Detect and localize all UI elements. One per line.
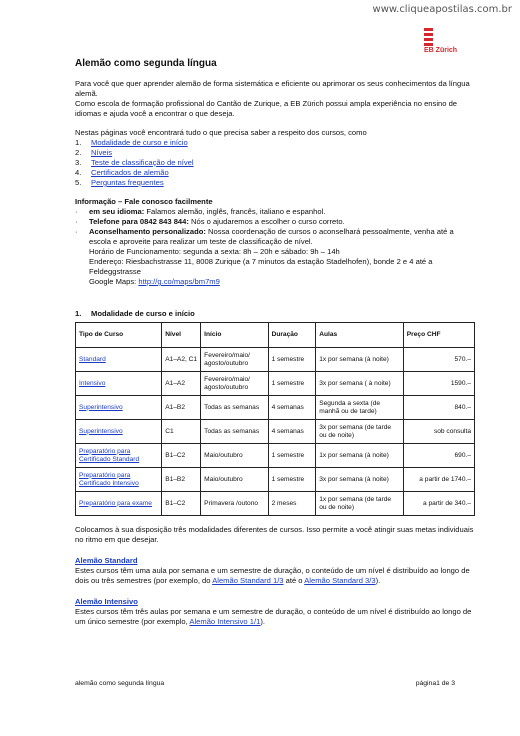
standard-text-b: até o bbox=[283, 576, 305, 585]
intro-paragraph-3: Nestas páginas você encontrará tudo o que precisa saber a respeito dos cursos, como bbox=[75, 128, 367, 137]
cell-preco: 690.– bbox=[403, 444, 474, 468]
toc-number: 4. bbox=[75, 168, 82, 177]
toc-item bbox=[75, 168, 475, 178]
course-type-link[interactable]: Standard bbox=[79, 355, 106, 363]
cell-preco: a partir de 1740.– bbox=[403, 468, 474, 492]
toc-number: 3. bbox=[75, 158, 82, 167]
cell-tipo bbox=[76, 444, 162, 468]
cell-aulas: 3x por semana ( à noite) bbox=[316, 372, 404, 396]
toc-number: 2. bbox=[75, 148, 82, 157]
cell-duracao: 4 semanas bbox=[268, 396, 316, 420]
logo-text: EB Zürich bbox=[424, 47, 458, 54]
cell-nivel: B1–C2 bbox=[162, 492, 201, 516]
intensivo-1-1-link[interactable]: Alemão Intensivo 1/1 bbox=[189, 617, 261, 626]
cell-preco: a partir de 340.– bbox=[403, 492, 474, 516]
address: Endereço: Riesbachstrasse 11, 8008 Zurique (a 7 minutos da estação Stadelhofen), bonde 2 e 4 até a Feldeggstrasse bbox=[89, 257, 433, 276]
cell-tipo bbox=[76, 396, 162, 420]
table-row bbox=[76, 396, 475, 420]
page-footer bbox=[75, 680, 455, 687]
cell-duracao: 1 semestre bbox=[268, 444, 316, 468]
standard-heading-link[interactable]: Alemão Standard bbox=[75, 556, 138, 565]
toc-item bbox=[75, 138, 475, 148]
toc-number: 1. bbox=[75, 138, 82, 147]
section-1-number: 1. bbox=[75, 309, 82, 318]
toc-link[interactable]: Modalidade de curso e início bbox=[91, 138, 188, 147]
opening-hours: Horário de Funcionamento: segunda a sexta: 8h – 20h e sábado: 9h – 14h bbox=[89, 247, 340, 256]
document-page bbox=[75, 58, 475, 627]
course-type-link[interactable]: Preparatório para Certificado Standard bbox=[79, 447, 140, 463]
cell-inicio: Todas as semanas bbox=[201, 396, 268, 420]
table-of-contents bbox=[75, 138, 475, 188]
google-maps-link[interactable]: http://g.co/maps/bm7m9 bbox=[138, 277, 220, 286]
cell-inicio: Maio/outubro bbox=[201, 444, 268, 468]
intro-paragraph-1: Para você que quer aprender alemão de forma sistemática e eficiente ou aprimorar os seus conhecimentos da língua alemã. bbox=[75, 79, 470, 98]
standard-3-3-link[interactable]: Alemão Standard 3/3 bbox=[304, 576, 376, 585]
info-heading: Informação – Fale conosco facilmente bbox=[75, 197, 213, 206]
toc-link[interactable]: Níveis bbox=[91, 148, 113, 157]
footer-left: alemão como segunda língua bbox=[75, 680, 165, 687]
cell-duracao: 1 semestre bbox=[268, 468, 316, 492]
cell-aulas: 1x por semana (à noite) bbox=[316, 348, 404, 372]
info-item bbox=[75, 217, 475, 227]
cell-duracao: 1 semestre bbox=[268, 372, 316, 396]
cell-inicio: Primavera /outono bbox=[201, 492, 268, 516]
info-item bbox=[75, 227, 475, 247]
modalities-paragraph: Colocamos à sua disposição três modalidades diferentes de cursos. Isso permite a você atingir suas metas individuais no ritmo em que desejar. bbox=[75, 525, 474, 544]
cell-tipo bbox=[76, 348, 162, 372]
info-item bbox=[75, 207, 475, 217]
page-title: Alemão como segunda língua bbox=[75, 58, 217, 69]
cell-inicio: Todas as semanas bbox=[201, 420, 268, 444]
toc-link[interactable]: Perguntas frequentes bbox=[91, 178, 164, 187]
table-row bbox=[76, 444, 475, 468]
cell-preco: 570.– bbox=[403, 348, 474, 372]
section-1-title: Modalidade de curso e início bbox=[91, 309, 195, 318]
column-header: Tipo de Curso bbox=[76, 323, 162, 348]
table-row bbox=[76, 492, 475, 516]
cell-nivel: B1–B2 bbox=[162, 468, 201, 492]
cell-nivel: A1–B2 bbox=[162, 396, 201, 420]
column-header: Aulas bbox=[316, 323, 404, 348]
info-item-label: Aconselhamento personalizado: bbox=[89, 227, 206, 236]
cell-duracao: 4 semanas bbox=[268, 420, 316, 444]
watermark: www.cliqueapostilas.com.br bbox=[372, 4, 512, 15]
intensivo-heading-link[interactable]: Alemão Intensivo bbox=[75, 597, 138, 606]
cell-aulas: Segunda a sexta (de manhã ou de tarde) bbox=[316, 396, 404, 420]
cell-tipo bbox=[76, 492, 162, 516]
cell-aulas: 3x por semana (à noite) bbox=[316, 468, 404, 492]
toc-item bbox=[75, 158, 475, 168]
column-header: Nível bbox=[162, 323, 201, 348]
cell-nivel: A1–A2, C1 bbox=[162, 348, 201, 372]
info-item-text: Falamos alemão, inglês, francês, italiano e espanhol. bbox=[144, 207, 326, 216]
info-item-text: Nossa coordenação de cursos o aconselhará pessoalmente, venha até a escola e aproveite para realizar um teste de classificação de nível. bbox=[89, 227, 454, 246]
cell-tipo bbox=[76, 468, 162, 492]
cell-nivel: A1–A2 bbox=[162, 372, 201, 396]
standard-text-a: Estes cursos têm uma aula por semana e um semestre de duração, o conteúdo de um nível é distribuído ao longo de dois ou três semestres (por exemplo, do bbox=[75, 566, 470, 585]
course-type-link[interactable]: Intensivo bbox=[79, 379, 106, 387]
intensivo-text-a: Estes cursos têm três aulas por semana e um semestre de duração, o conteúdo de um nível é distribuído ao longo de um único semestre (por exemplo, bbox=[75, 607, 472, 626]
course-table bbox=[75, 322, 475, 516]
course-type-link[interactable]: Superintensivo bbox=[79, 427, 123, 435]
cell-inicio: Fevereiro/maio/ agosto/outubro bbox=[201, 348, 268, 372]
table-row bbox=[76, 420, 475, 444]
column-header: Duração bbox=[268, 323, 316, 348]
info-item-label: Telefone para 0842 843 844: bbox=[89, 217, 189, 226]
bullet-icon: · bbox=[75, 217, 78, 226]
cell-preco: 840.– bbox=[403, 396, 474, 420]
cell-nivel: C1 bbox=[162, 420, 201, 444]
cell-aulas: 1x por semana (à noite) bbox=[316, 444, 404, 468]
course-type-link[interactable]: Preparatório para Certificado Intensivo bbox=[79, 471, 139, 487]
logo-mark-icon bbox=[424, 28, 433, 46]
standard-paragraph bbox=[75, 566, 475, 586]
bullet-icon: · bbox=[75, 227, 78, 236]
toc-link[interactable]: Certificados de alemão bbox=[91, 168, 169, 177]
intro-paragraph-2: Como escola de formação profissional do Cantão de Zurique, a EB Zürich possui ampla experiência no ensino de idiomas e ajuda você a encontrar o que deseja. bbox=[75, 99, 458, 118]
info-item-text: Nós o ajudaremos a escolher o curso correto. bbox=[188, 217, 345, 226]
section-1-heading bbox=[75, 309, 475, 319]
cell-tipo bbox=[76, 420, 162, 444]
intensivo-text-b: ). bbox=[260, 617, 265, 626]
toc-item bbox=[75, 148, 475, 158]
info-list bbox=[75, 207, 475, 247]
toc-link[interactable]: Teste de classificação de nível bbox=[91, 158, 194, 167]
cell-inicio: Maio/outubro bbox=[201, 468, 268, 492]
table-row bbox=[76, 348, 475, 372]
footer-page-number: página1 de 3 bbox=[415, 680, 455, 687]
cell-aulas: 3x por semana (de tarde ou de noite) bbox=[316, 420, 404, 444]
table-row bbox=[76, 372, 475, 396]
intensivo-paragraph bbox=[75, 607, 475, 627]
bullet-icon: · bbox=[75, 207, 78, 216]
cell-duracao: 2 meses bbox=[268, 492, 316, 516]
table-header-row bbox=[76, 323, 475, 348]
cell-inicio: Fevereiro/maio/ agosto/outubro bbox=[201, 372, 268, 396]
course-type-link[interactable]: Preparatório para exame bbox=[79, 499, 152, 507]
cell-preco: sob consulta bbox=[403, 420, 474, 444]
info-item-label: em seu idioma: bbox=[89, 207, 145, 216]
course-type-link[interactable]: Superintensivo bbox=[79, 403, 123, 411]
table-row bbox=[76, 468, 475, 492]
toc-number: 5. bbox=[75, 178, 82, 187]
toc-item bbox=[75, 178, 475, 188]
cell-aulas: 1x por semana (de tarde ou de noite) bbox=[316, 492, 404, 516]
standard-text-c: ). bbox=[375, 576, 381, 585]
cell-preco: 1590.– bbox=[403, 372, 474, 396]
cell-tipo bbox=[76, 372, 162, 396]
standard-1-3-link[interactable]: Alemão Standard 1/3 bbox=[212, 576, 284, 585]
column-header: Preço CHF bbox=[403, 323, 474, 348]
google-maps-line bbox=[89, 277, 475, 287]
maps-label: Google Maps: bbox=[89, 277, 139, 286]
column-header: Início bbox=[201, 323, 268, 348]
cell-nivel: B1–C2 bbox=[162, 444, 201, 468]
cell-duracao: 1 semestre bbox=[268, 348, 316, 372]
